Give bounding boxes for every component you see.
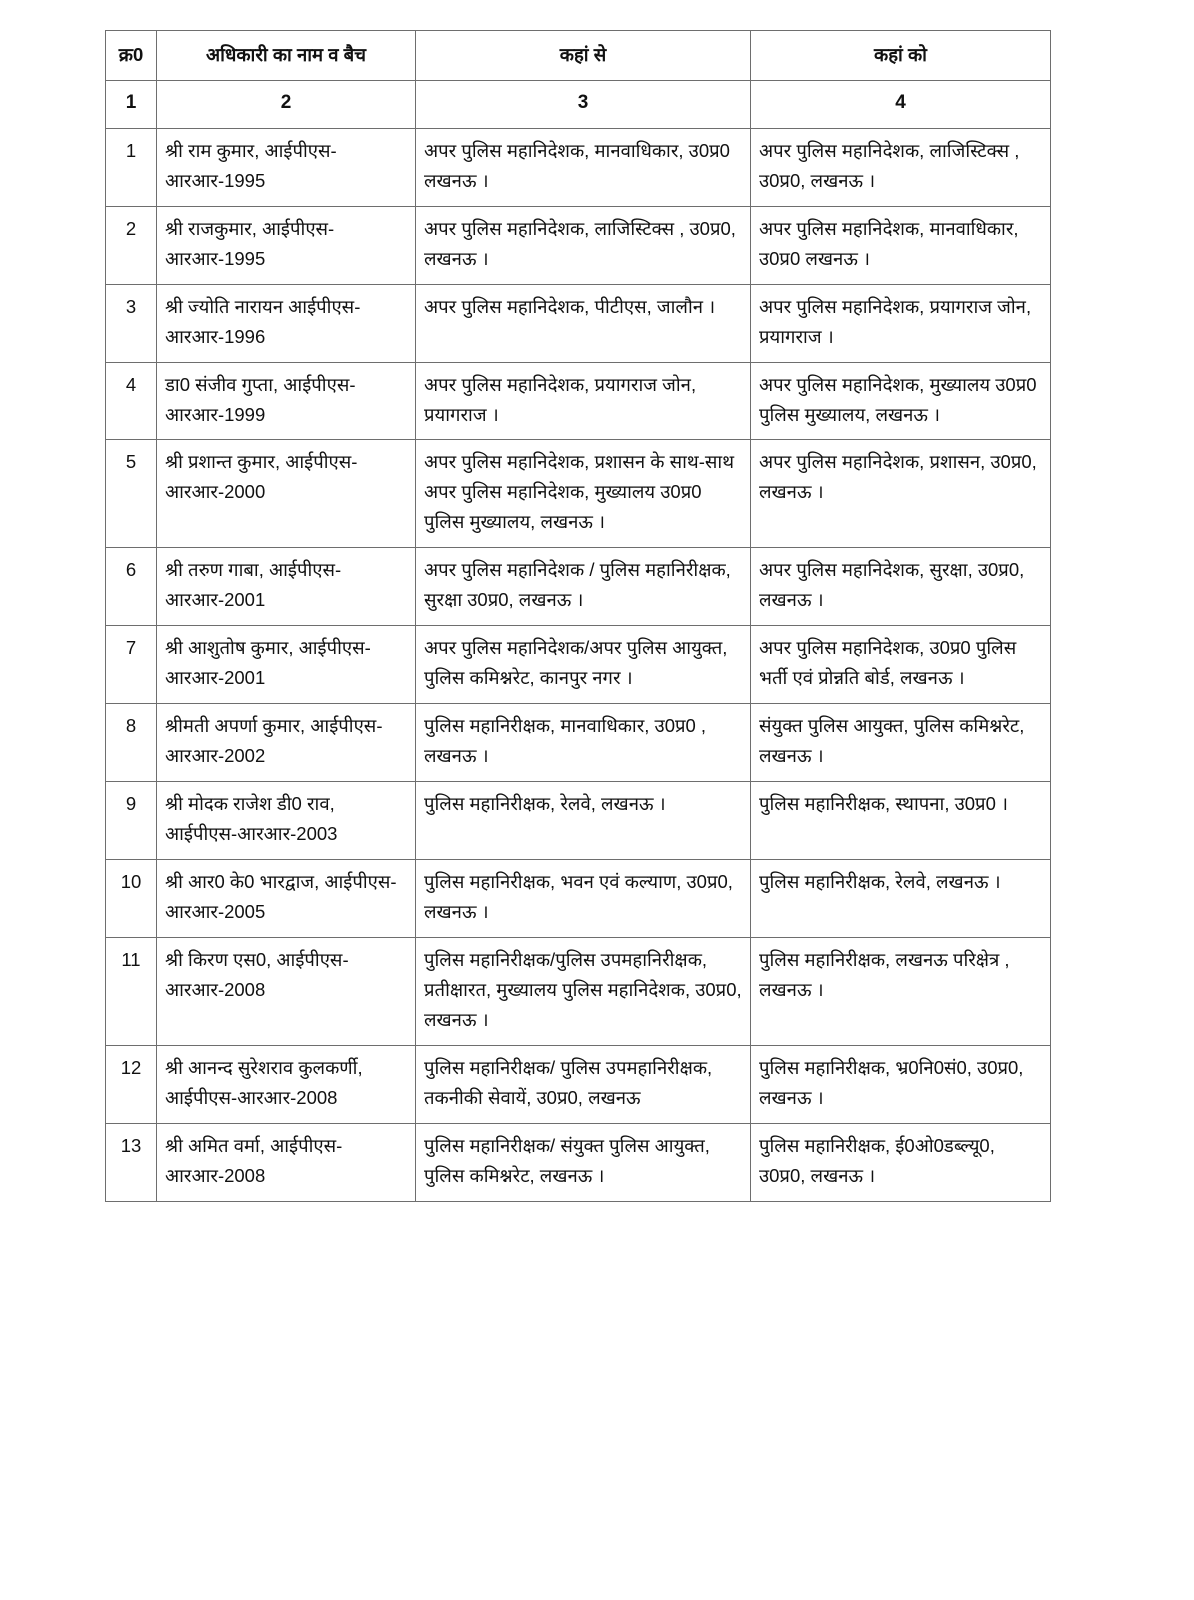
- row-serial-number: 10: [106, 860, 157, 938]
- table-row: [106, 626, 1051, 704]
- table-row: [106, 362, 1051, 440]
- row-officer-name: डा0 संजीव गुप्ता, आईपीएस-आरआर-1999: [157, 362, 416, 440]
- row-serial-number: 13: [106, 1123, 157, 1201]
- row-posting-to: पुलिस महानिरीक्षक, स्थापना, उ0प्र0 ।: [751, 782, 1051, 860]
- table-row: [106, 1045, 1051, 1123]
- row-posting-to: अपर पुलिस महानिदेशक, प्रयागराज जोन, प्रयागराज ।: [751, 284, 1051, 362]
- row-officer-name: श्री किरण एस0, आईपीएस-आरआर-2008: [157, 938, 416, 1046]
- row-posting-to: पुलिस महानिरीक्षक, ई0ओ0डब्ल्यू0, उ0प्र0, लखनऊ ।: [751, 1123, 1051, 1201]
- row-posting-to: अपर पुलिस महानिदेशक, उ0प्र0 पुलिस भर्ती एवं प्रोन्नति बोर्ड, लखनऊ ।: [751, 626, 1051, 704]
- row-posting-from: पुलिस महानिरीक्षक/ संयुक्त पुलिस आयुक्त, पुलिस कमिश्नरेट, लखनऊ ।: [416, 1123, 751, 1201]
- row-serial-number: 8: [106, 704, 157, 782]
- row-posting-from: पुलिस महानिरीक्षक, मानवाधिकार, उ0प्र0 , लखनऊ ।: [416, 704, 751, 782]
- row-officer-name: श्रीमती अपर्णा कुमार, आईपीएस-आरआर-2002: [157, 704, 416, 782]
- table-row: [106, 440, 1051, 548]
- column-number-3: 3: [416, 80, 751, 128]
- row-officer-name: श्री प्रशान्त कुमार, आईपीएस-आरआर-2000: [157, 440, 416, 548]
- table-row: [106, 938, 1051, 1046]
- row-posting-from: पुलिस महानिरीक्षक/पुलिस उपमहानिरीक्षक, प्रतीक्षारत, मुख्यालय पुलिस महानिदेशक, उ0प्र0, लखनऊ ।: [416, 938, 751, 1046]
- row-serial-number: 4: [106, 362, 157, 440]
- row-posting-to: संयुक्त पुलिस आयुक्त, पुलिस कमिश्नरेट, लखनऊ ।: [751, 704, 1051, 782]
- row-posting-from: अपर पुलिस महानिदेशक, लाजिस्टिक्स , उ0प्र0, लखनऊ ।: [416, 206, 751, 284]
- column-number-1: 1: [106, 80, 157, 128]
- column-number-row: [106, 80, 1051, 128]
- row-posting-to: पुलिस महानिरीक्षक, लखनऊ परिक्षेत्र , लखनऊ ।: [751, 938, 1051, 1046]
- row-posting-to: अपर पुलिस महानिदेशक, मुख्यालय उ0प्र0 पुलिस मुख्यालय, लखनऊ ।: [751, 362, 1051, 440]
- row-officer-name: श्री आनन्द सुरेशराव कुलकर्णी, आईपीएस-आरआर-2008: [157, 1045, 416, 1123]
- row-posting-from: अपर पुलिस महानिदेशक, पीटीएस, जालौन ।: [416, 284, 751, 362]
- row-posting-from: पुलिस महानिरीक्षक/ पुलिस उपमहानिरीक्षक, तकनीकी सेवायें, उ0प्र0, लखनऊ: [416, 1045, 751, 1123]
- row-officer-name: श्री तरुण गाबा, आईपीएस-आरआर-2001: [157, 548, 416, 626]
- row-serial-number: 2: [106, 206, 157, 284]
- row-serial-number: 3: [106, 284, 157, 362]
- row-serial-number: 7: [106, 626, 157, 704]
- row-posting-to: अपर पुलिस महानिदेशक, मानवाधिकार, उ0प्र0 लखनऊ ।: [751, 206, 1051, 284]
- row-officer-name: श्री राम कुमार, आईपीएस-आरआर-1995: [157, 128, 416, 206]
- row-posting-from: अपर पुलिस महानिदेशक, प्रयागराज जोन, प्रयागराज ।: [416, 362, 751, 440]
- column-header-officer-name: अधिकारी का नाम व बैच: [157, 31, 416, 81]
- row-posting-from: अपर पुलिस महानिदेशक / पुलिस महानिरीक्षक, सुरक्षा उ0प्र0, लखनऊ ।: [416, 548, 751, 626]
- row-posting-from: पुलिस महानिरीक्षक, भवन एवं कल्याण, उ0प्र0, लखनऊ ।: [416, 860, 751, 938]
- transfer-order-table-container: [105, 30, 1050, 1202]
- row-officer-name: श्री राजकुमार, आईपीएस-आरआर-1995: [157, 206, 416, 284]
- row-officer-name: श्री आर0 के0 भारद्वाज, आईपीएस-आरआर-2005: [157, 860, 416, 938]
- table-row: [106, 1123, 1051, 1201]
- row-posting-to: अपर पुलिस महानिदेशक, सुरक्षा, उ0प्र0, लखनऊ ।: [751, 548, 1051, 626]
- column-number-2: 2: [157, 80, 416, 128]
- row-serial-number: 6: [106, 548, 157, 626]
- row-serial-number: 11: [106, 938, 157, 1046]
- table-row: [106, 782, 1051, 860]
- row-officer-name: श्री ज्योति नारायन आईपीएस-आरआर-1996: [157, 284, 416, 362]
- table-row: [106, 128, 1051, 206]
- table-header: [106, 31, 1051, 129]
- row-officer-name: श्री अमित वर्मा, आईपीएस-आरआर-2008: [157, 1123, 416, 1201]
- header-row: [106, 31, 1051, 81]
- table-row: [106, 284, 1051, 362]
- row-officer-name: श्री मोदक राजेश डी0 राव, आईपीएस-आरआर-2003: [157, 782, 416, 860]
- column-header-to: कहां को: [751, 31, 1051, 81]
- table-row: [106, 704, 1051, 782]
- row-serial-number: 9: [106, 782, 157, 860]
- row-posting-from: अपर पुलिस महानिदेशक, प्रशासन के साथ-साथ अपर पुलिस महानिदेशक, मुख्यालय उ0प्र0 पुलिस मुख्यालय, लखनऊ ।: [416, 440, 751, 548]
- table-row: [106, 860, 1051, 938]
- row-posting-from: अपर पुलिस महानिदेशक, मानवाधिकार, उ0प्र0 लखनऊ ।: [416, 128, 751, 206]
- row-posting-to: पुलिस महानिरीक्षक, भ्र0नि0सं0, उ0प्र0, लखनऊ ।: [751, 1045, 1051, 1123]
- row-officer-name: श्री आशुतोष कुमार, आईपीएस-आरआर-2001: [157, 626, 416, 704]
- transfer-order-table: [105, 30, 1051, 1202]
- row-serial-number: 1: [106, 128, 157, 206]
- table-body: [106, 128, 1051, 1201]
- table-row: [106, 548, 1051, 626]
- column-header-from: कहां से: [416, 31, 751, 81]
- row-serial-number: 12: [106, 1045, 157, 1123]
- row-posting-to: अपर पुलिस महानिदेशक, प्रशासन, उ0प्र0, लखनऊ ।: [751, 440, 1051, 548]
- column-number-4: 4: [751, 80, 1051, 128]
- row-posting-from: पुलिस महानिरीक्षक, रेलवे, लखनऊ ।: [416, 782, 751, 860]
- row-posting-to: पुलिस महानिरीक्षक, रेलवे, लखनऊ ।: [751, 860, 1051, 938]
- row-posting-from: अपर पुलिस महानिदेशक/अपर पुलिस आयुक्त, पुलिस कमिश्नरेट, कानपुर नगर ।: [416, 626, 751, 704]
- column-header-serial: क्र0: [106, 31, 157, 81]
- row-serial-number: 5: [106, 440, 157, 548]
- row-posting-to: अपर पुलिस महानिदेशक, लाजिस्टिक्स , उ0प्र0, लखनऊ ।: [751, 128, 1051, 206]
- table-row: [106, 206, 1051, 284]
